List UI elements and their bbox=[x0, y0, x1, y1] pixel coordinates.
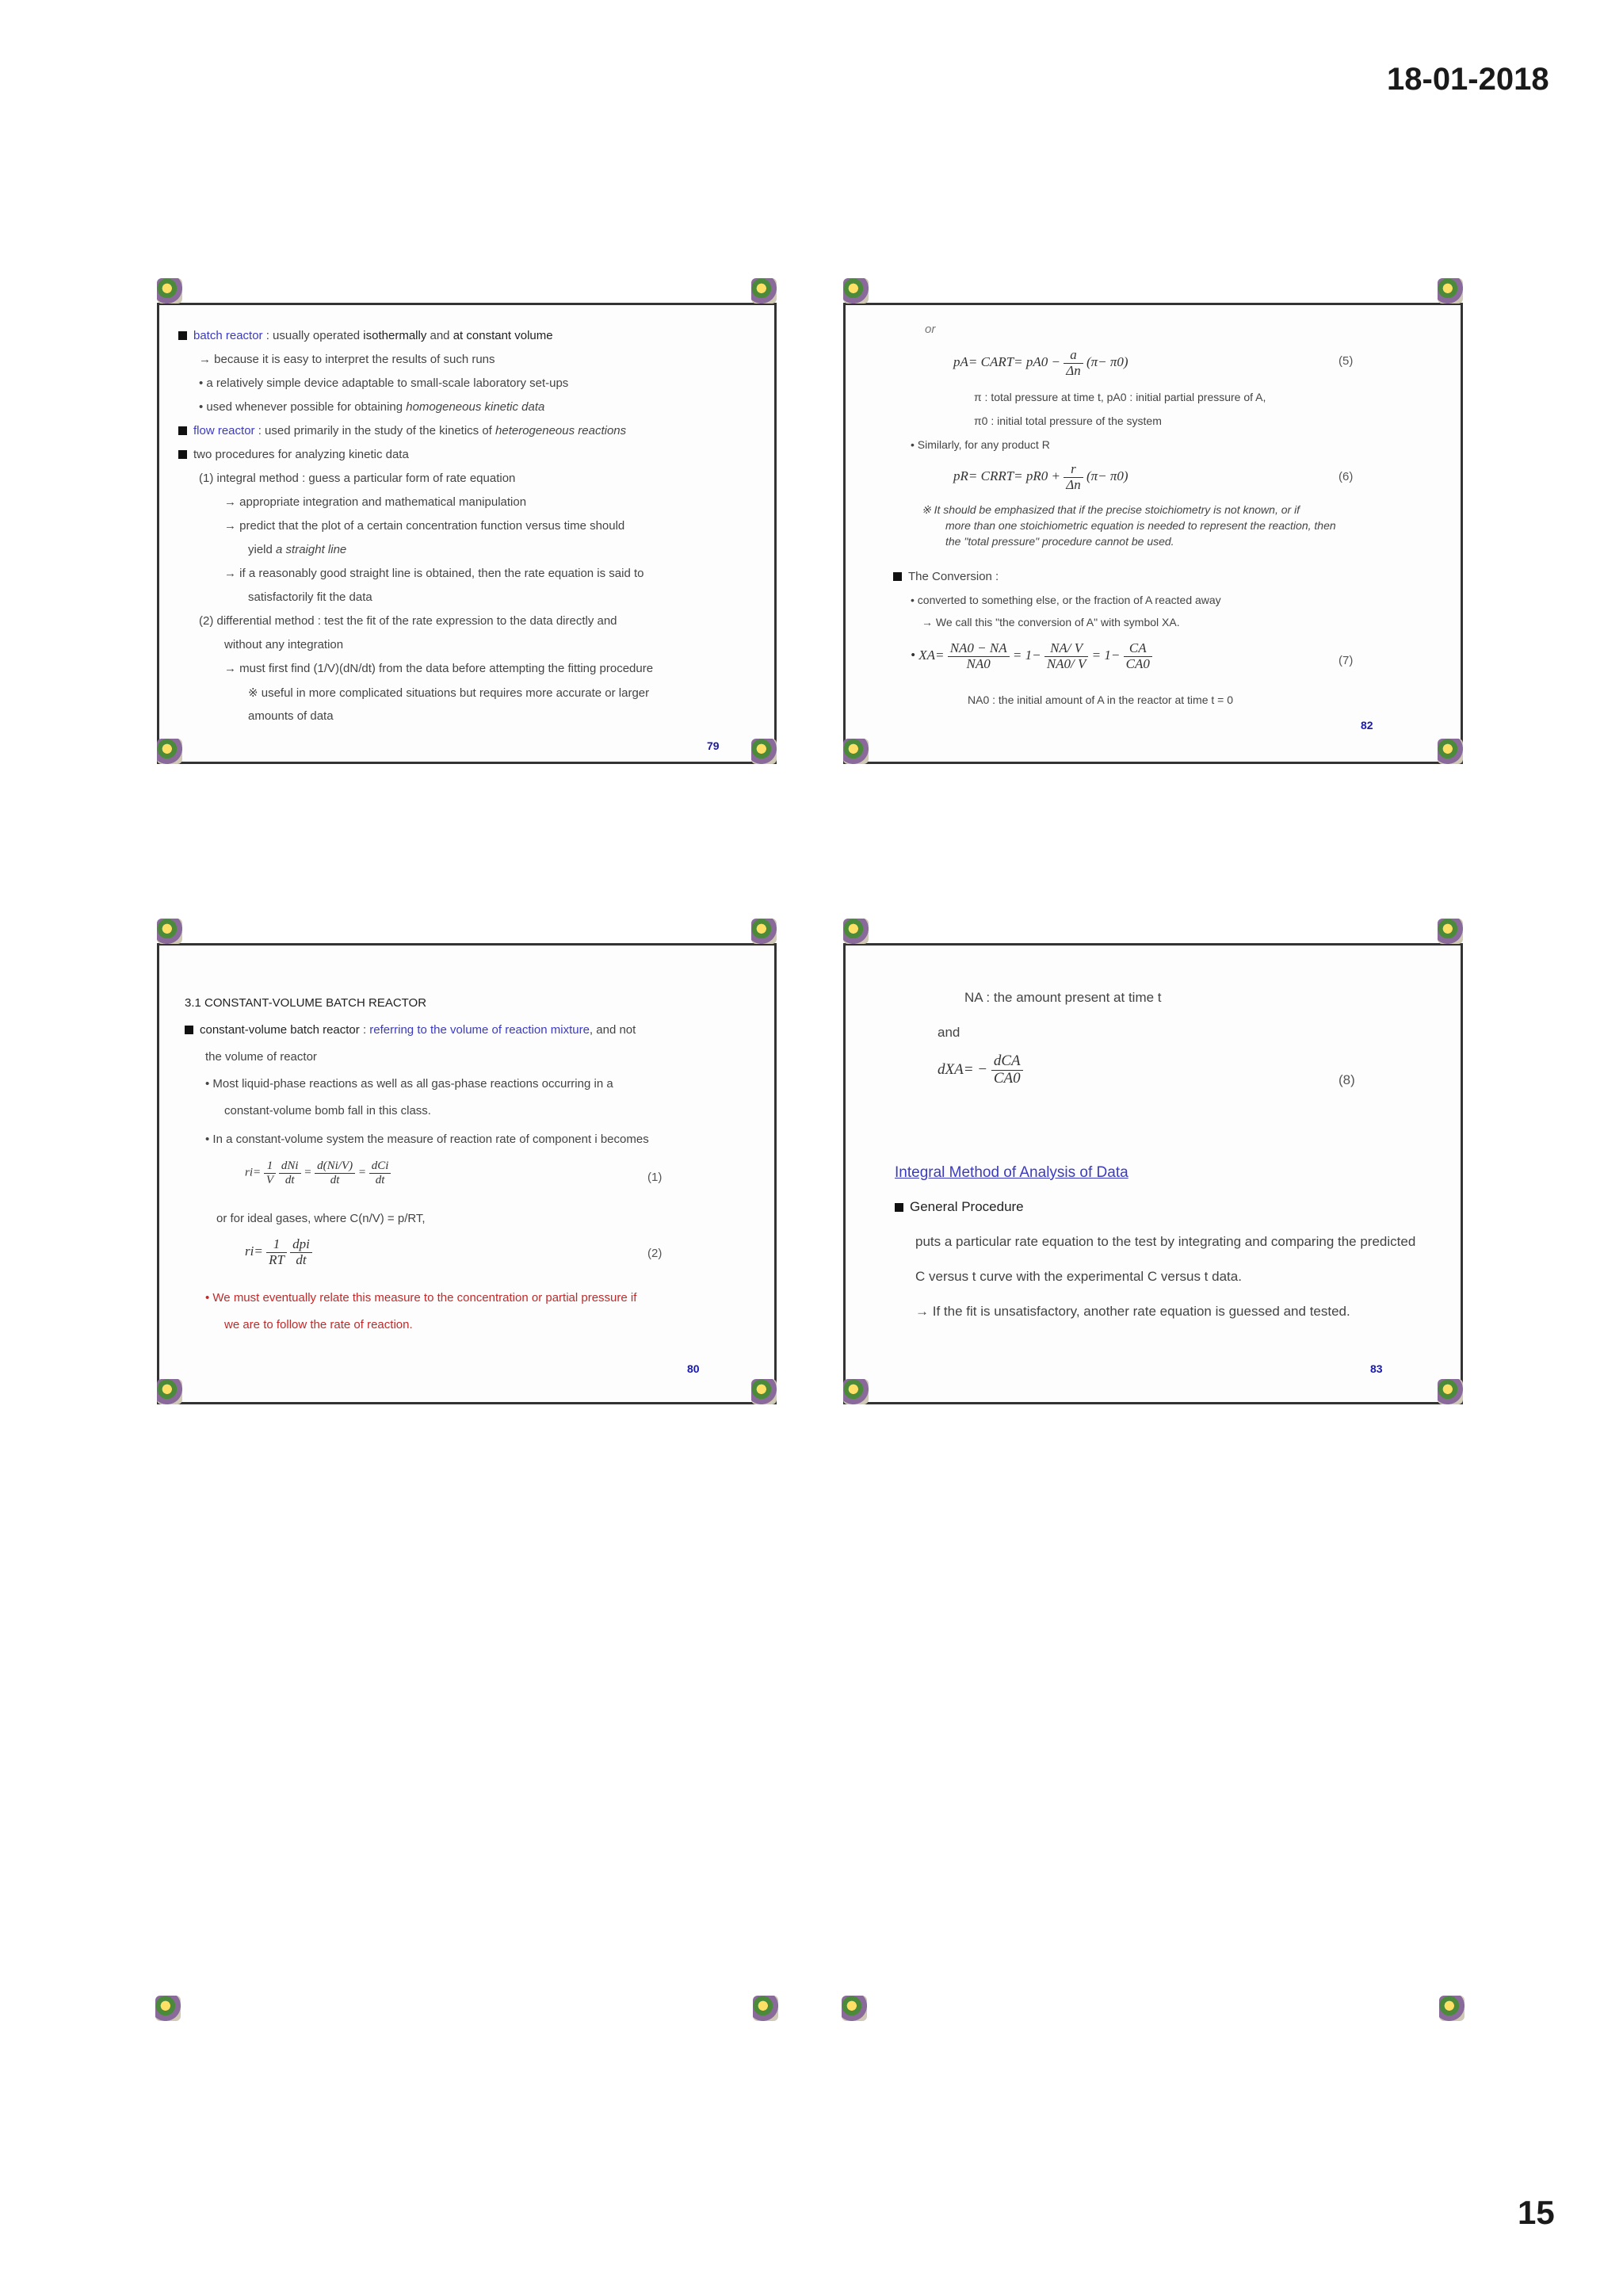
slide-79 bbox=[157, 303, 777, 764]
equation-8: dXA= − $\frac{\text{dCA}}{CA0}$ bbox=[938, 1053, 1023, 1087]
slide-line: π : total pressure at time t, pA0 : initial partial pressure of A, bbox=[974, 391, 1266, 403]
slide-line: → predict that the plot of a certain concentration function versus time should bbox=[224, 519, 625, 533]
slide-line: the volume of reactor bbox=[205, 1050, 317, 1064]
slide-corner-logo-icon bbox=[751, 278, 777, 304]
slide-line: → must first find (1/V)(dN/dt) from the data before attempting the fitting procedure bbox=[224, 662, 654, 675]
section-link[interactable]: Integral Method of Analysis of Data bbox=[895, 1164, 1128, 1181]
header-date: 18-01-2018 bbox=[1387, 62, 1549, 97]
slide-corner-logo-icon bbox=[1438, 1379, 1463, 1404]
slide-80 bbox=[157, 943, 777, 1404]
slide-corner-logo-icon bbox=[751, 1379, 777, 1404]
slide-note: ※ It should be emphasized that if the precise stoichiometry is not known, or if bbox=[922, 503, 1300, 516]
slide-line: • In a constant-volume system the measure of reaction rate of component i becomes bbox=[205, 1133, 649, 1146]
slide-corner-logo-icon bbox=[157, 739, 182, 764]
slide-line: or for ideal gases, where C(n/V) = p/RT, bbox=[216, 1212, 426, 1225]
slide-number: 80 bbox=[687, 1362, 700, 1375]
slide-line: puts a particular rate equation to the test by integrating and comparing the predicted bbox=[915, 1234, 1416, 1249]
slide-line: (1) integral method : guess a particular form of rate equation bbox=[199, 472, 516, 485]
slide-corner-logo-icon bbox=[843, 278, 869, 304]
slide-line: flow reactor : used primarily in the study of the kinetics of heterogeneous reactions bbox=[178, 424, 626, 437]
slide-line: → if a reasonably good straight line is obtained, then the rate equation is said to bbox=[224, 567, 644, 580]
slide-line: and bbox=[938, 1025, 960, 1040]
slide-line: NA : the amount present at time t bbox=[964, 990, 1162, 1005]
equation-5: pA= CART= pA0 − $\frac{a}{\Delta n}$ (π− π0) bbox=[953, 347, 1128, 378]
slide-corner-logo-icon bbox=[1439, 1996, 1465, 2021]
page-number: 15 bbox=[1518, 2194, 1555, 2231]
square-bullet-icon bbox=[893, 572, 902, 581]
equation-number: (1) bbox=[647, 1171, 663, 1184]
square-bullet-icon bbox=[895, 1203, 903, 1212]
slide-corner-logo-icon bbox=[842, 1996, 867, 2021]
slide-corner-logo-icon bbox=[751, 739, 777, 764]
equation-number: (7) bbox=[1338, 654, 1354, 667]
slide-corner-logo-icon bbox=[1438, 278, 1463, 304]
slide-line: we are to follow the rate of reaction. bbox=[224, 1318, 413, 1331]
equation-number: (8) bbox=[1338, 1072, 1355, 1087]
equation-number: (2) bbox=[647, 1247, 663, 1260]
slide-corner-logo-icon bbox=[751, 919, 777, 944]
slide-corner-logo-icon bbox=[1438, 919, 1463, 944]
slide-line: → appropriate integration and mathematical manipulation bbox=[224, 495, 527, 509]
slide-line: → because it is easy to interpret the results of such runs bbox=[199, 353, 495, 366]
equation-1: ri= $\frac{1}{V}$ $\frac{\text{dNi}}{dt}$ = $\frac{d(Ni/V)}{dt}$ = $\frac{\text{dCi}}{dt}$ bbox=[245, 1159, 391, 1186]
slide-line: • converted to something else, or the fraction of A reacted away bbox=[911, 594, 1221, 606]
square-bullet-icon bbox=[178, 450, 187, 459]
slide-note: the "total pressure" procedure cannot be used. bbox=[945, 535, 1174, 548]
slide-line: • Most liquid-phase reactions as well as all gas-phase reactions occurring in a bbox=[205, 1077, 613, 1091]
slide-line: The Conversion : bbox=[893, 570, 999, 583]
slide-corner-logo-icon bbox=[753, 1996, 778, 2021]
slide-line: without any integration bbox=[224, 638, 344, 651]
slide-line: two procedures for analyzing kinetic data bbox=[178, 448, 409, 461]
slide-line: General Procedure bbox=[895, 1199, 1024, 1215]
slide-title: 3.1 CONSTANT-VOLUME BATCH REACTOR bbox=[185, 996, 427, 1010]
slide-line: or bbox=[925, 323, 936, 336]
equation-6: pR= CRRT= pR0 + $\frac{r}{\Delta n}$ (π− π0) bbox=[953, 461, 1128, 492]
equation-number: (6) bbox=[1338, 470, 1354, 483]
slide-corner-logo-icon bbox=[843, 739, 869, 764]
slide-line: ※ useful in more complicated situations but requires more accurate or larger bbox=[248, 686, 650, 700]
slide-corner-logo-icon bbox=[155, 1996, 181, 2021]
slide-82 bbox=[843, 303, 1463, 764]
slide-corner-logo-icon bbox=[843, 1379, 869, 1404]
slide-number: 83 bbox=[1370, 1362, 1383, 1375]
slide-line: satisfactorily fit the data bbox=[248, 590, 372, 604]
slide-line: C versus t curve with the experimental C versus t data. bbox=[915, 1269, 1242, 1284]
square-bullet-icon bbox=[185, 1026, 193, 1034]
slide-line: • We must eventually relate this measure to the concentration or partial pressure if bbox=[205, 1291, 637, 1305]
slide-number: 82 bbox=[1361, 719, 1373, 732]
slide-line: • Similarly, for any product R bbox=[911, 438, 1050, 451]
slide-corner-logo-icon bbox=[1438, 739, 1463, 764]
slide-line: (2) differential method : test the fit of the rate expression to the data directly and bbox=[199, 614, 617, 628]
slide-83 bbox=[843, 943, 1463, 1404]
slide-line: • a relatively simple device adaptable to small-scale laboratory set-ups bbox=[199, 376, 569, 390]
slide-corner-logo-icon bbox=[157, 1379, 182, 1404]
slide-line: π0 : initial total pressure of the system bbox=[974, 415, 1162, 427]
slide-line: constant-volume batch reactor : referring to the volume of reaction mixture, and not bbox=[185, 1023, 636, 1037]
slide-number: 79 bbox=[707, 739, 720, 752]
slide-line: amounts of data bbox=[248, 709, 334, 723]
slide-corner-logo-icon bbox=[843, 919, 869, 944]
square-bullet-icon bbox=[178, 426, 187, 435]
slide-note: more than one stoichiometric equation is needed to represent the reaction, then bbox=[945, 519, 1336, 532]
slide-corner-logo-icon bbox=[157, 919, 182, 944]
equation-7: • XA= $\frac{NA0 - NA}{NA0}$ = 1− $\frac{NA/ V}{NA0/ V}$ = 1− $\frac{CA}{CA0}$ bbox=[911, 641, 1152, 671]
square-bullet-icon bbox=[178, 331, 187, 340]
slide-line: constant-volume bomb fall in this class. bbox=[224, 1104, 431, 1117]
equation-2: ri= $\frac{1}{RT}$ $\frac{\text{dpi}}{dt}$ bbox=[245, 1237, 312, 1267]
slide-line: batch reactor : usually operated isothermally and at constant volume bbox=[178, 329, 553, 342]
slide-line: NA0 : the initial amount of A in the reactor at time t = 0 bbox=[968, 693, 1234, 706]
slide-corner-logo-icon bbox=[157, 278, 182, 304]
slide-line: → If the fit is unsatisfactory, another rate equation is guessed and tested. bbox=[915, 1304, 1350, 1319]
slide-line: • used whenever possible for obtaining homogeneous kinetic data bbox=[199, 400, 545, 414]
equation-number: (5) bbox=[1338, 354, 1354, 368]
slide-line: yield a straight line bbox=[248, 543, 347, 556]
slide-line: → We call this "the conversion of A" with symbol XA. bbox=[922, 616, 1180, 628]
